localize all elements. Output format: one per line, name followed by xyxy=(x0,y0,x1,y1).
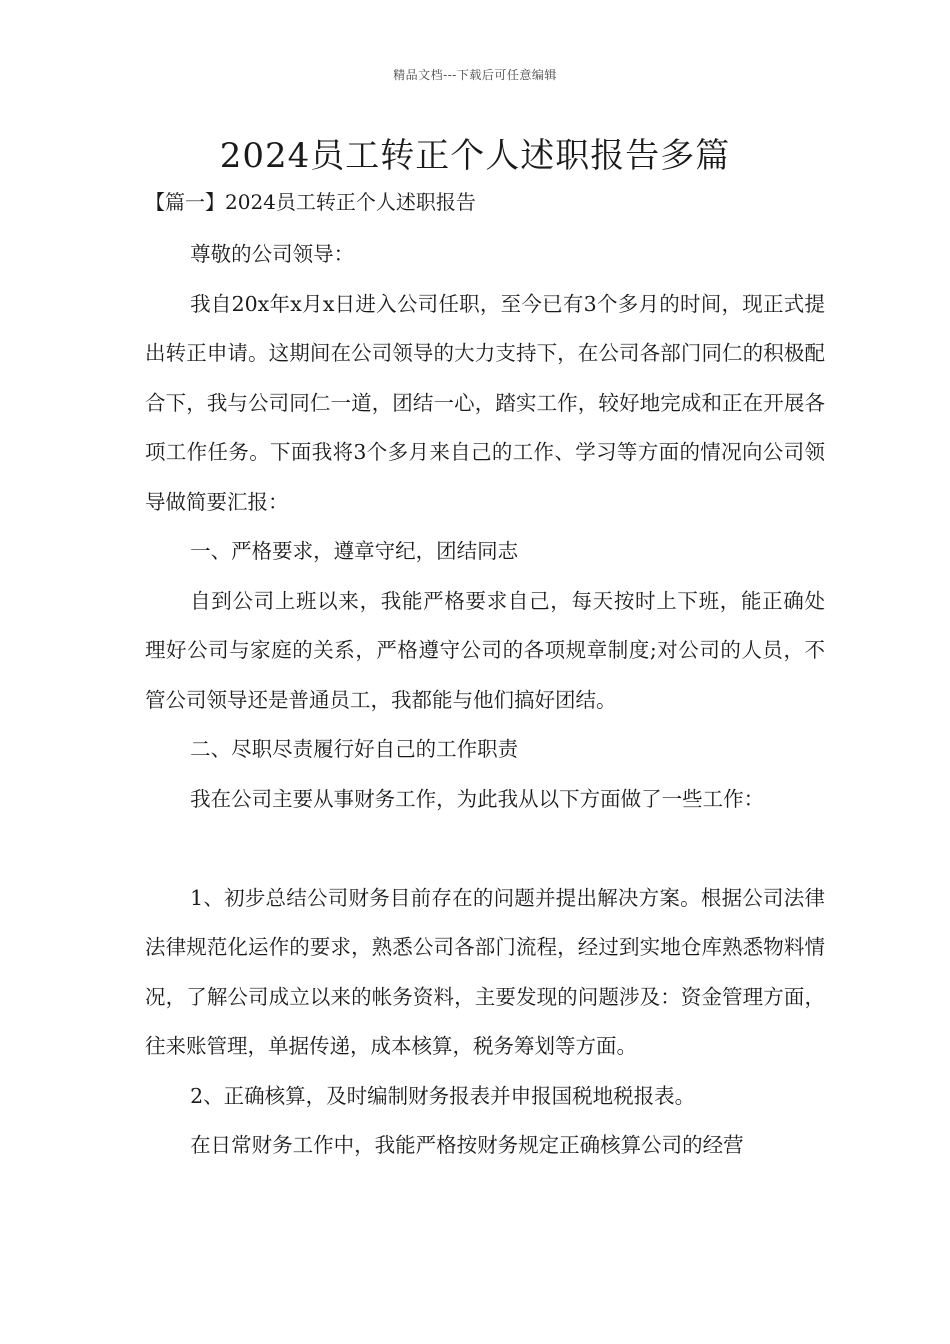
subheading-discipline: 一、严格要求，遵章守纪，团结同志 xyxy=(190,539,519,563)
paragraph-item-2: 2、正确核算，及时编制财务报表并申报国税地税报表。 xyxy=(190,1083,696,1108)
paragraph-accounting: 在日常财务工作中，我能严格按财务规定正确核算公司的经营 xyxy=(190,1133,744,1157)
paragraph-discipline: 自到公司上班以来，我能严格要求自己，每天按时上下班，能正确处理好公司与家庭的关系，严格遵守公司的各项规章制度;对公司的人员，不管公司领导还是普通员工，我都能与他们搞好团结。 xyxy=(145,588,825,712)
section-heading: 【篇一】2024员工转正个人述职报告 xyxy=(145,190,476,214)
header-note: 精品文档---下载后可任意编辑 xyxy=(393,68,557,82)
document-title: 2024员工转正个人述职报告多篇 xyxy=(219,136,731,176)
blank-line xyxy=(145,824,825,874)
paragraph-item-1: 1、初步总结公司财务目前存在的问题并提出解决方案。根据公司法律法律规范化运作的要求，熟悉公司各部门流程，经过到实地仓库熟悉物料情况，了解公司成立以来的帐务资料，主要发现的问题涉及：资金管理方面，往来账管理，单据传递，成本核算，税务筹划等方面。 xyxy=(145,885,825,1058)
intro-paragraph: 我自20x年x月x日进入公司任职，至今已有3个多月的时间，现正式提出转正申请。这期间在公司领导的大力支持下，在公司各部门同仁的积极配合下，我与公司同仁一道，团结一心，踏实工作，较好地完成和正在开展各项工作任务。下面我将3个多月来自己的工作、学习等方面的情况向公司领导做简要汇报： xyxy=(145,291,825,514)
salutation: 尊敬的公司领导： xyxy=(190,242,355,266)
subheading-duties: 二、尽职尽责履行好自己的工作职责 xyxy=(190,737,519,761)
body-text xyxy=(145,230,825,1171)
paragraph-duties: 我在公司主要从事财务工作，为此我从以下方面做了一些工作： xyxy=(190,786,765,811)
